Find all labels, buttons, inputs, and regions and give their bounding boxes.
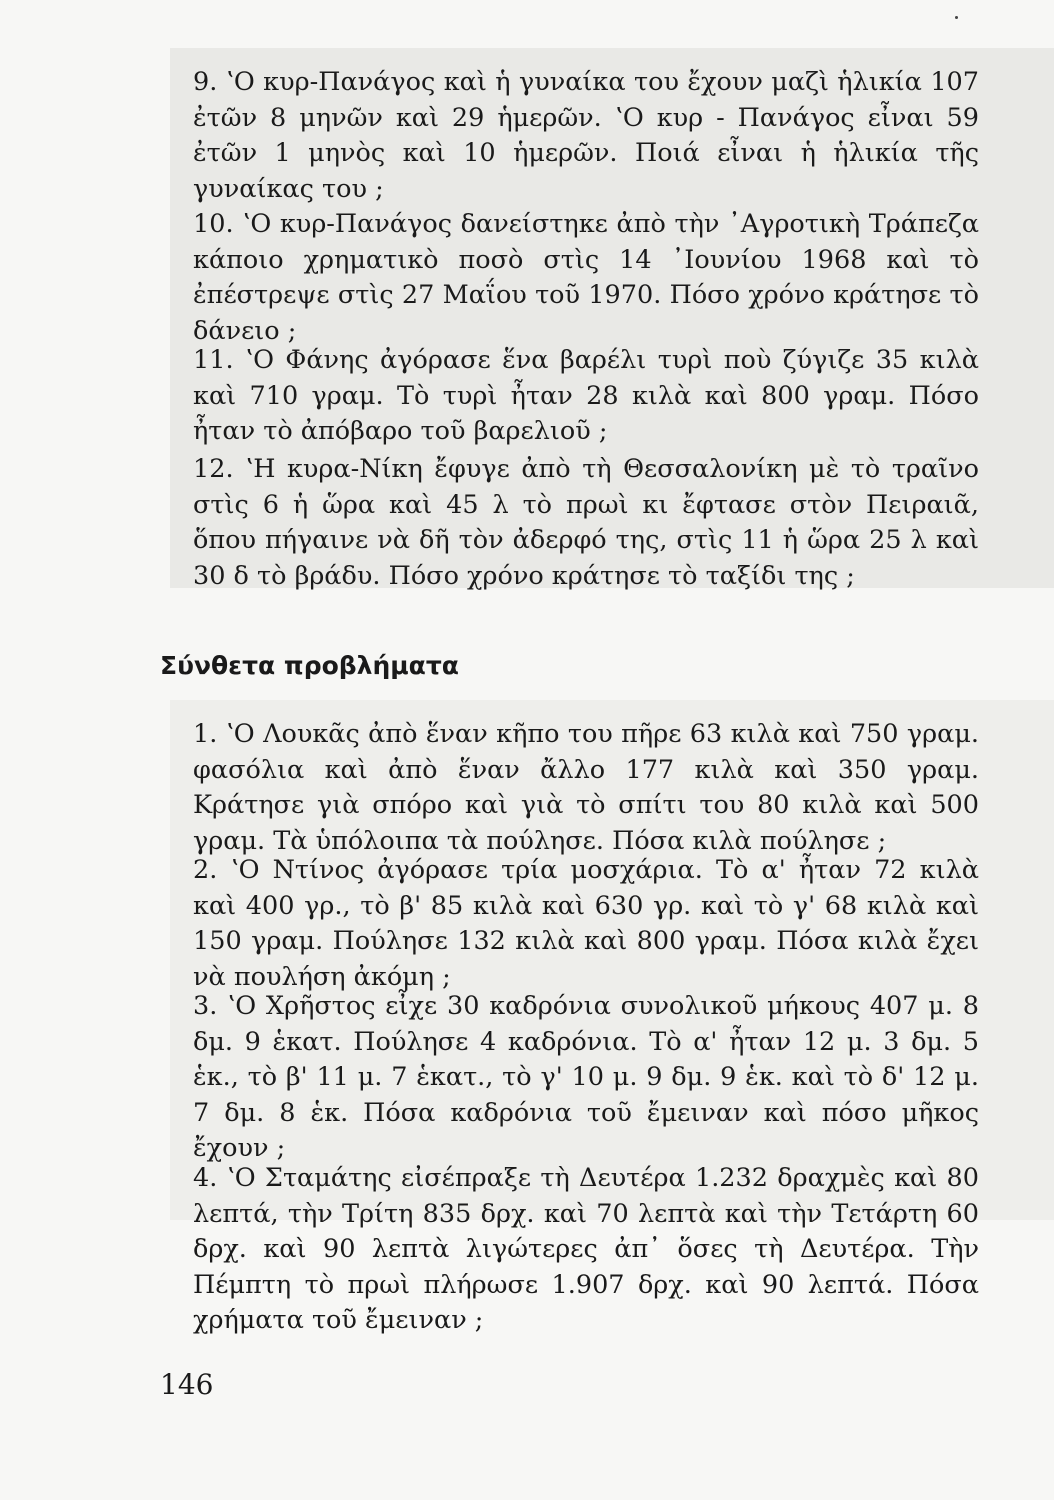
composite-problem-4: 4. ʽΟ Σταμάτης εἰσέπραξε τὴ Δευτέρα 1.232 δραχμὲς καὶ 80 λεπτά, τὴν Τρίτη 835 δρχ. καὶ 70 λεπτὰ καὶ τὴν Τετάρτη 60 δρχ. καὶ 90 λεπτὰ λιγώτερες ἀπ᾽ ὅσες τὴ Δευτέρα. Τὴν Πέμπτη τὸ πρωὶ πλήρωσε 1.907 δρχ. καὶ 90 λεπτά. Πόσα χρήματα τοῦ ἔμειναν ; [193,1163,979,1335]
section-heading: Σύνθετα προβλήματα [160,651,459,680]
composite-problem-1: 1. ʽΟ Λουκᾶς ἀπὸ ἕναν κῆπο του πῆρε 63 κιλὰ καὶ 750 γραμ. φασόλια καὶ ἀπὸ ἕναν ἄλλο 177 κιλὰ καὶ 350 γραμ. Κράτησε γιὰ σπόρο καὶ γιὰ τὸ σπίτι του 80 κιλὰ καὶ 500 γραμ. Τὰ ὑπόλοιπα τὰ πούλησε. Πόσα κιλὰ πούλησε ; [193,719,979,856]
speck-mark [955,16,958,19]
problem-12: 12. ʽΗ κυρα-Νίκη ἔφυγε ἀπὸ τὴ Θεσσαλονίκη μὲ τὸ τραῖνο στὶς 6 ἡ ὥρα καὶ 45 λ τὸ πρωὶ κι ἔφτασε στὸν Πειραιᾶ, ὅπου πήγαινε νὰ δῆ τὸν ἀδερφό της, στὶς 11 ἡ ὥρα 25 λ καὶ 30 δ τὸ βράδυ. Πόσο χρόνο κράτησε τὸ ταξίδι της ; [193,454,979,591]
problem-11: 11. ʽΟ Φάνης ἀγόρασε ἕνα βαρέλι τυρὶ ποὺ ζύγιζε 35 κιλὰ καὶ 710 γραμ. Τὸ τυρὶ ἦταν 28 κιλὰ καὶ 800 γραμ. Πόσο ἦταν τὸ ἀπόβαρο τοῦ βαρελιοῦ ; [193,345,979,446]
composite-problem-3: 3. ʽΟ Χρῆστος εἶχε 30 καδρόνια συνολικοῦ μήκους 407 μ. 8 δμ. 9 ἑκατ. Πούλησε 4 καδρόνια. Τὸ α' ἦταν 12 μ. 3 δμ. 5 ἑκ., τὸ β' 11 μ. 7 ἑκατ., τὸ γ' 10 μ. 9 δμ. 9 ἑκ. καὶ τὸ δ' 12 μ. 7 δμ. 8 ἑκ. Πόσα καδρόνια τοῦ ἔμειναν καὶ πόσο μῆκος ἔχουν ; [193,991,979,1163]
problem-9: 9. ʽΟ κυρ-Πανάγος καὶ ἡ γυναίκα του ἔχουν μαζὶ ἡλικία 107 ἐτῶν 8 μηνῶν καὶ 29 ἡμερῶν. ʽΟ κυρ - Πανάγος εἶναι 59 ἐτῶν 1 μηνὸς καὶ 10 ἡμερῶν. Ποιά εἶναι ἡ ἡλικία τῆς γυναίκας του ; [193,67,979,204]
problem-10: 10. ʽΟ κυρ-Πανάγος δανείστηκε ἀπὸ τὴν ᾽Αγροτικὴ Τράπεζα κάποιο χρηματικὸ ποσὸ στὶς 14 ᾽Ιουνίου 1968 καὶ τὸ ἐπέστρεψε στὶς 27 Μαΐου τοῦ 1970. Πόσο χρόνο κράτησε τὸ δάνειο ; [193,209,979,346]
composite-problem-2: 2. ʽΟ Ντίνος ἀγόρασε τρία μοσχάρια. Τὸ α' ἦταν 72 κιλὰ καὶ 400 γρ., τὸ β' 85 κιλὰ καὶ 630 γρ. καὶ τὸ γ' 68 κιλὰ καὶ 150 γραμ. Πούλησε 132 κιλὰ καὶ 800 γραμ. Πόσα κιλὰ ἔχει νὰ πουλήση ἀκόμη ; [193,855,979,992]
page-number: 146 [160,1368,214,1401]
